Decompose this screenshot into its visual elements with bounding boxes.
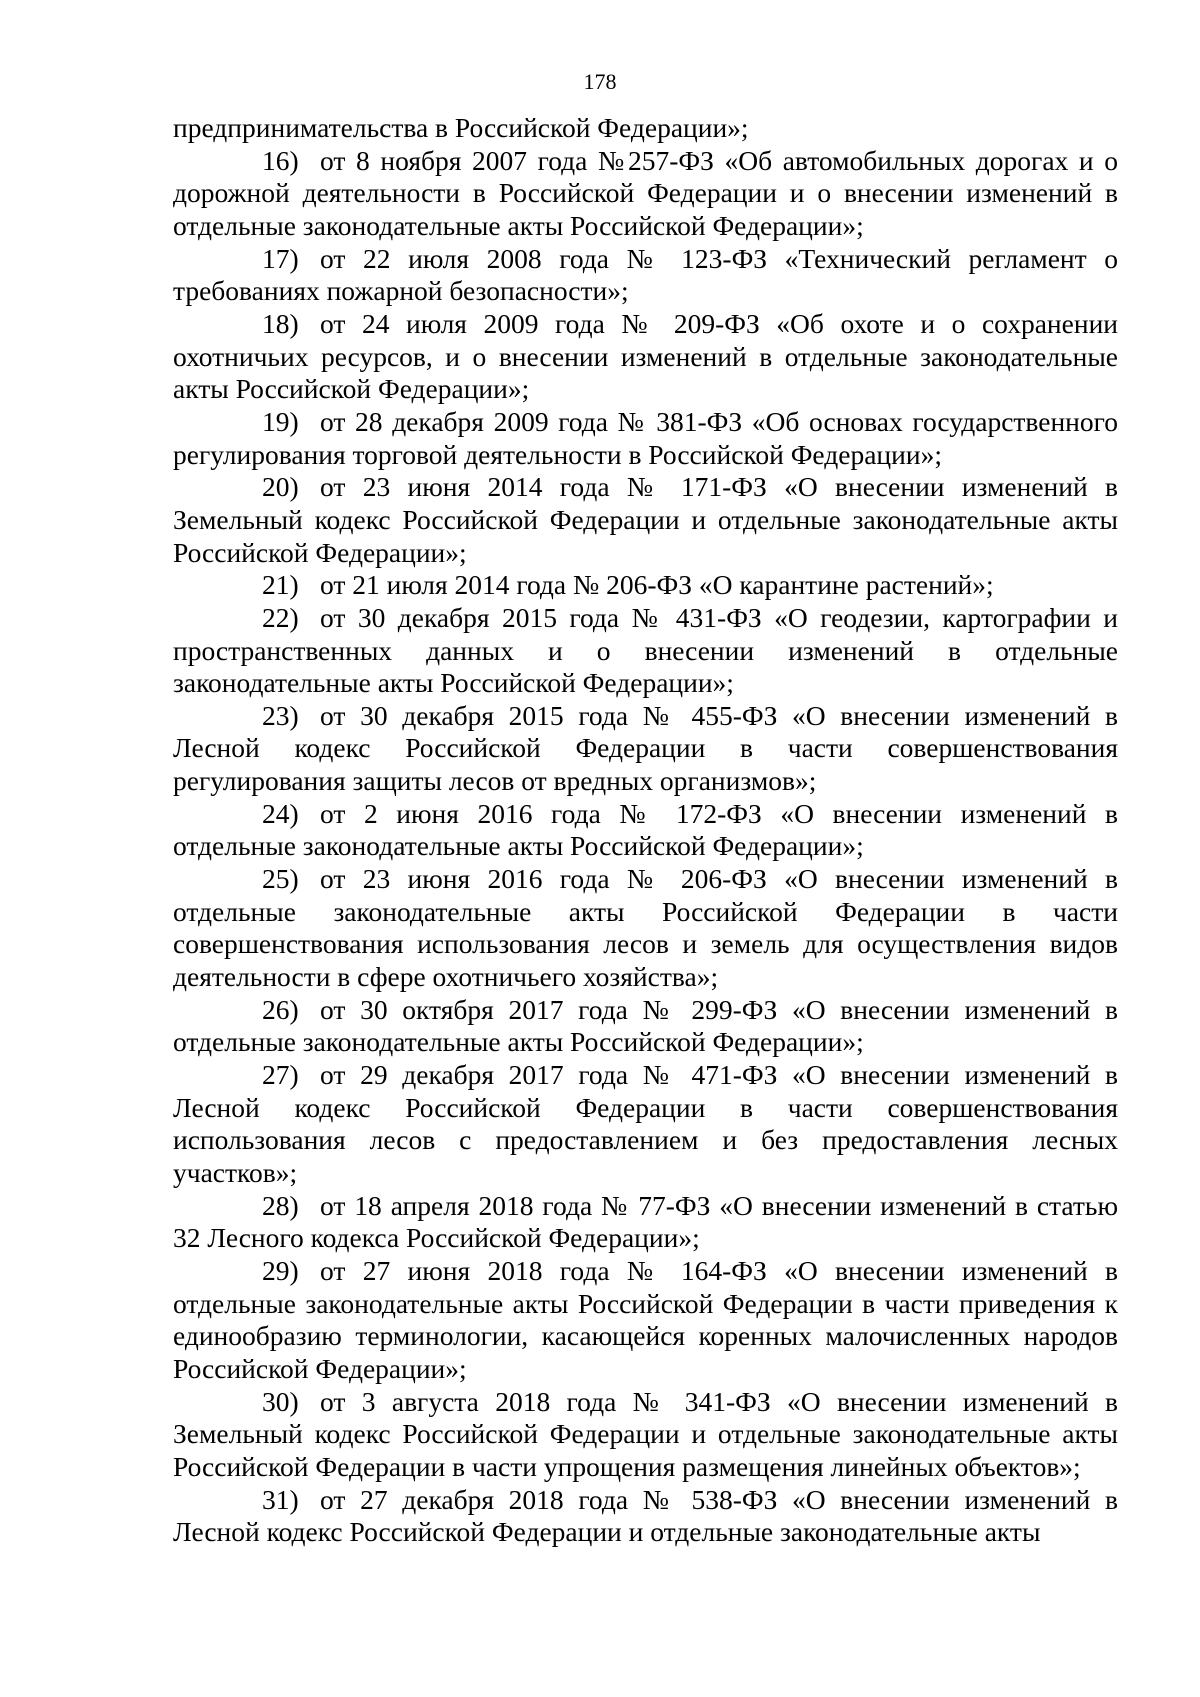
item-text: от 21 июля 2014 года № 206-ФЗ «О карантине растений»; <box>320 569 994 601</box>
list-item <box>173 1190 1118 1255</box>
item-text: от 30 октября 2017 года № 299-ФЗ «О внесении изменений в отдельные законодательные акты Российской Федерации»; <box>173 993 1118 1058</box>
item-number: 20) <box>262 471 299 503</box>
item-number: 18) <box>262 307 299 339</box>
list-item <box>173 798 1118 863</box>
document-body <box>173 112 1118 1549</box>
item-number: 22) <box>262 601 299 633</box>
item-number: 16) <box>262 144 299 176</box>
list-item <box>173 1059 1118 1190</box>
list-item <box>173 243 1118 308</box>
item-text: от 3 августа 2018 года № 341-ФЗ «О внесении изменений в Земельный кодекс Российской Федерации и отдельные законодательные акты Российской Федерации в части упрощения размещения линейных объектов»; <box>173 1385 1118 1482</box>
item-text: от 23 июня 2016 года № 206-ФЗ «О внесении изменений в отдельные законодательные акты Российской Федерации в части совершенствования использования лесов и земель для осуществления видов деятельности в сфере охотничьего хозяйства»; <box>173 863 1118 993</box>
list-item <box>173 308 1118 406</box>
list-item <box>173 145 1118 243</box>
list-item <box>173 1255 1118 1386</box>
list-item <box>173 1386 1118 1484</box>
item-text: от 30 декабря 2015 года № 455-ФЗ «О внесении изменений в Лесной кодекс Российской Федерации в части совершенствования регулирования защиты лесов от вредных организмов»; <box>173 699 1118 797</box>
item-number: 26) <box>262 993 299 1025</box>
item-text: от 29 декабря 2017 года № 471-ФЗ «О внесении изменений в Лесной кодекс Российской Федерации в части совершенствования использования лесов с предоставлением и без предоставления лесных участков»; <box>173 1059 1118 1188</box>
continuation-paragraph: предпринимательства в Российской Федерации»; <box>173 112 749 143</box>
list-item <box>173 471 1118 569</box>
item-number: 23) <box>262 699 299 731</box>
item-text: от 23 июня 2014 года № 171-ФЗ «О внесении изменений в Земельный кодекс Российской Федерации и отдельные законодательные акты Российской Федерации»; <box>173 471 1118 568</box>
item-number: 28) <box>262 1189 299 1221</box>
list-item <box>173 994 1118 1059</box>
list-item <box>173 406 1118 471</box>
list-item <box>173 1484 1118 1549</box>
item-number: 29) <box>262 1254 299 1286</box>
item-text: от 30 декабря 2015 года № 431-ФЗ «О геодезии, картографии и пространственных данных и о внесении изменений в отдельные законодательные акты Российской Федерации»; <box>173 601 1118 699</box>
item-text: от 28 декабря 2009 года № 381-ФЗ «Об основах государственного регулирования торговой деятельности в Российской Федерации»; <box>173 405 1118 470</box>
list-item <box>173 700 1118 798</box>
item-text: от 18 апреля 2018 года № 77-ФЗ «О внесении изменений в статью 32 Лесного кодекса Российской Федерации»; <box>173 1189 1118 1254</box>
item-number: 19) <box>262 405 299 437</box>
item-number: 25) <box>262 863 299 895</box>
list-item <box>173 602 1118 700</box>
item-number: 21) <box>262 569 299 601</box>
item-text: от 24 июля 2009 года № 209-ФЗ «Об охоте и о сохранении охотничьих ресурсов, и о внесении изменений в отдельные законодательные акты Российской Федерации»; <box>173 307 1118 405</box>
list-item <box>173 569 1118 602</box>
item-text: от 8 ноября 2007 года №257-ФЗ «Об автомобильных дорогах и о дорожной деятельности в Российской Федерации и о внесении изменений в отдельные законодательные акты Российской Федерации»; <box>173 144 1118 241</box>
item-number: 17) <box>262 242 299 274</box>
item-text: от 27 июня 2018 года № 164-ФЗ «О внесении изменений в отдельные законодательные акты Российской Федерации в части приведения к единообразию терминологии, касающейся коренных малочисленных народов Российской Федерации»; <box>173 1254 1118 1384</box>
item-number: 24) <box>262 797 299 829</box>
item-text: от 2 июня 2016 года № 172-ФЗ «О внесении изменений в отдельные законодательные акты Российской Федерации»; <box>173 797 1118 862</box>
item-number: 27) <box>262 1059 299 1091</box>
item-number: 30) <box>262 1385 299 1417</box>
list-item <box>173 863 1118 994</box>
item-text: от 27 декабря 2018 года № 538-ФЗ «О внесении изменений в Лесной кодекс Российской Федерации и отдельные законодательные акты <box>173 1483 1118 1548</box>
item-number: 31) <box>262 1483 299 1515</box>
page-number: 178 <box>583 69 617 94</box>
item-text: от 22 июля 2008 года № 123-ФЗ «Технический регламент о требованиях пожарной безопасности»; <box>173 242 1118 307</box>
